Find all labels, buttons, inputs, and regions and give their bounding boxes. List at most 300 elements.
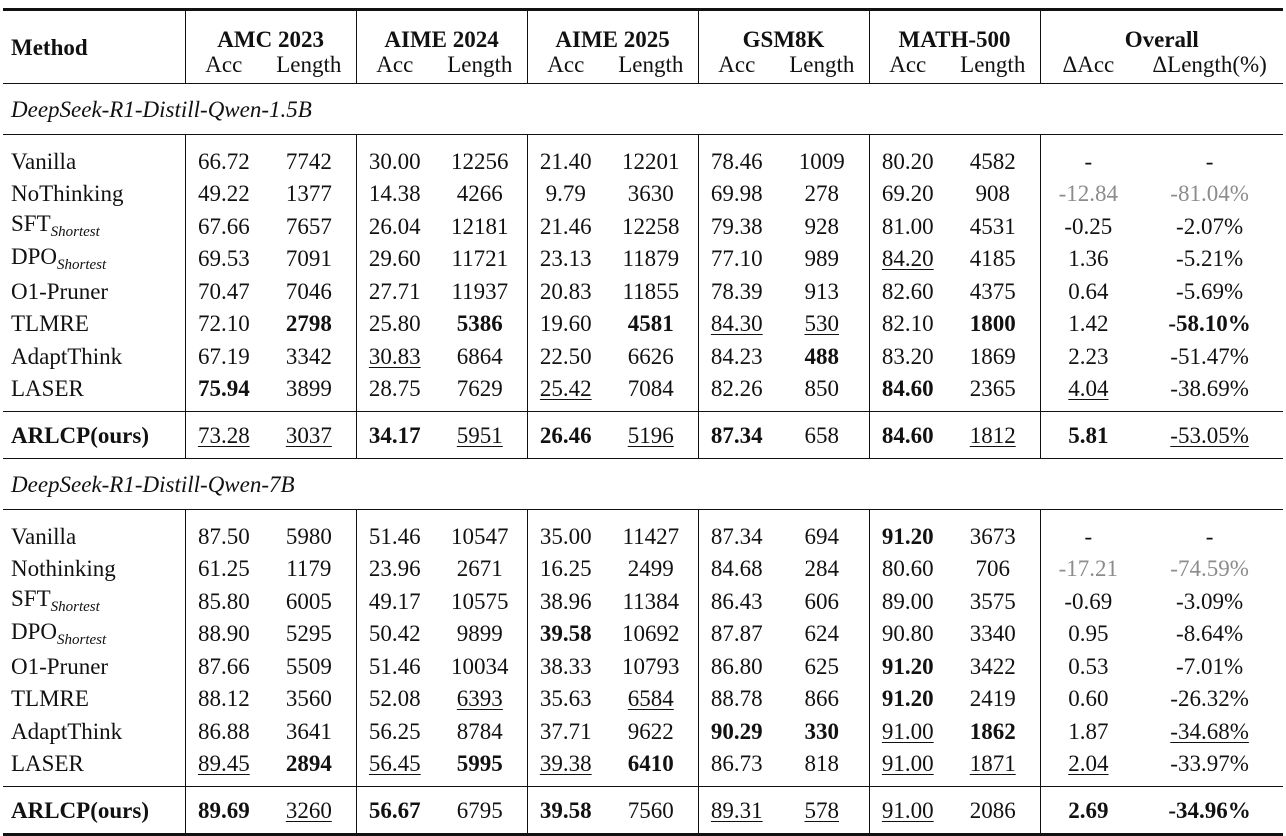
cell-value: 84.60: [881, 376, 934, 402]
cell-value: -2.07%: [1176, 213, 1244, 239]
acc-cell: [185, 308, 262, 341]
acc-cell: [185, 787, 262, 835]
delta-length-cell: [1136, 275, 1283, 308]
group-header-amc2023: AMC 2023: [185, 10, 356, 52]
method-label: DPO: [11, 618, 58, 644]
length-cell: [604, 787, 698, 835]
cell-value: -5.21%: [1176, 246, 1244, 272]
length-cell: [262, 412, 356, 459]
cell-value: 9.79: [545, 181, 586, 207]
cell-value: -12.84: [1058, 181, 1119, 207]
cell-value: 6005: [285, 588, 332, 614]
length-cell: [433, 412, 527, 459]
delta-length-cell: [1136, 340, 1283, 373]
delta-acc-cell: [1040, 650, 1136, 683]
cell-value: -51.47%: [1170, 343, 1249, 369]
method-label: LASER: [11, 376, 84, 402]
cell-value: 29.60: [368, 246, 421, 272]
length-cell: [775, 748, 869, 787]
cell-value: 23.96: [368, 556, 421, 582]
cell-value: 4531: [969, 213, 1016, 239]
cell-value: 278: [804, 181, 840, 207]
cell-value: 5951: [456, 422, 503, 448]
cell-value: 3260: [285, 797, 332, 823]
acc-cell: [185, 683, 262, 716]
length-cell: [604, 585, 698, 618]
cell-value: 51.46: [368, 523, 421, 549]
acc-cell: [698, 585, 775, 618]
cell-value: 37.71: [539, 718, 592, 744]
length-cell: [433, 618, 527, 651]
cell-value: 88.90: [197, 621, 250, 647]
delta-acc-cell: [1040, 787, 1136, 835]
length-cell: [433, 585, 527, 618]
acc-cell: [698, 308, 775, 341]
length-cell: [946, 178, 1040, 211]
length-cell: [262, 373, 356, 412]
delta-length-cell: [1136, 585, 1283, 618]
length-cell: [946, 275, 1040, 308]
acc-cell: [356, 553, 433, 586]
cell-value: 87.66: [197, 653, 250, 679]
cell-value: 2086: [969, 797, 1016, 823]
acc-cell: [698, 748, 775, 787]
cell-value: 706: [975, 556, 1010, 582]
cell-value: 606: [804, 588, 840, 614]
cell-value: 3342: [285, 343, 332, 369]
cell-value: 90.80: [881, 621, 934, 647]
section-header-row: [3, 84, 1283, 135]
cell-value: -0.69: [1064, 588, 1113, 614]
cell-value: 12258: [622, 213, 680, 239]
length-cell: [946, 650, 1040, 683]
header-sub-row: [3, 51, 1283, 84]
delta-length-cell: [1136, 210, 1283, 243]
group-header-aime2024: AIME 2024: [356, 10, 527, 52]
method-label: O1-Pruner: [11, 278, 109, 304]
cell-value: 90.29: [710, 718, 763, 744]
acc-cell: [185, 715, 262, 748]
subheader-acc: Acc: [698, 51, 775, 84]
acc-cell: [356, 585, 433, 618]
length-cell: [262, 210, 356, 243]
method-name: [3, 275, 185, 308]
method-subscript: Shortest: [57, 631, 107, 648]
table-row-ours: [3, 787, 1283, 835]
delta-length-cell: [1136, 135, 1283, 178]
length-cell: [775, 412, 869, 459]
delta-length-cell: [1136, 510, 1283, 553]
cell-value: 86.88: [197, 718, 250, 744]
acc-cell: [698, 787, 775, 835]
cell-value: 91.00: [881, 751, 934, 777]
acc-cell: [185, 135, 262, 178]
method-name: [3, 715, 185, 748]
cell-value: 7742: [285, 148, 332, 174]
length-cell: [433, 787, 527, 835]
delta-acc-cell: [1040, 412, 1136, 459]
delta-acc-cell: [1040, 275, 1136, 308]
cell-value: 818: [804, 751, 840, 777]
cell-value: 5295: [285, 621, 332, 647]
acc-cell: [698, 650, 775, 683]
table-row: [3, 618, 1283, 651]
length-cell: [433, 650, 527, 683]
cell-value: 5509: [285, 653, 332, 679]
delta-acc-cell: [1040, 210, 1136, 243]
acc-cell: [698, 373, 775, 412]
length-cell: [433, 135, 527, 178]
cell-value: 16.25: [539, 556, 592, 582]
method-label: O1-Pruner: [11, 653, 109, 679]
table-row: [3, 510, 1283, 553]
subheader-delta-acc: ΔAcc: [1040, 51, 1136, 84]
cell-value: 50.42: [368, 621, 421, 647]
cell-value: -34.96%: [1168, 797, 1251, 823]
cell-value: 0.95: [1068, 621, 1109, 647]
length-cell: [604, 683, 698, 716]
cell-value: 9622: [627, 718, 674, 744]
cell-value: 3560: [285, 686, 332, 712]
method-name: [3, 373, 185, 412]
length-cell: [946, 510, 1040, 553]
acc-cell: [869, 650, 946, 683]
group-header-gsm8k: GSM8K: [698, 10, 869, 52]
cell-value: 21.40: [539, 148, 592, 174]
table-row: [3, 178, 1283, 211]
length-cell: [262, 340, 356, 373]
cell-value: 908: [975, 181, 1010, 207]
table-row: [3, 243, 1283, 276]
method-name: [3, 412, 185, 459]
acc-cell: [185, 618, 262, 651]
length-cell: [604, 210, 698, 243]
cell-value: 51.46: [368, 653, 421, 679]
cell-value: 88.12: [197, 686, 250, 712]
length-cell: [604, 135, 698, 178]
acc-cell: [356, 412, 433, 459]
acc-cell: [356, 308, 433, 341]
cell-value: 67.66: [197, 213, 250, 239]
cell-value: 91.00: [881, 797, 934, 823]
delta-acc-cell: [1040, 178, 1136, 211]
length-cell: [262, 748, 356, 787]
length-cell: [775, 585, 869, 618]
method-label: DPO: [11, 243, 58, 269]
acc-cell: [698, 210, 775, 243]
method-label: Vanilla: [11, 148, 77, 174]
acc-cell: [527, 715, 604, 748]
cell-value: 28.75: [368, 376, 421, 402]
acc-cell: [869, 683, 946, 716]
cell-value: 69.53: [197, 246, 250, 272]
delta-length-cell: [1136, 748, 1283, 787]
cell-value: 3037: [285, 422, 332, 448]
cell-value: -3.09%: [1176, 588, 1244, 614]
acc-cell: [185, 650, 262, 683]
acc-cell: [356, 787, 433, 835]
cell-value: 34.17: [368, 422, 421, 448]
acc-cell: [527, 373, 604, 412]
cell-value: 70.47: [197, 278, 250, 304]
cell-value: 12256: [451, 148, 509, 174]
method-name: [3, 748, 185, 787]
cell-value: 913: [804, 278, 840, 304]
length-cell: [604, 178, 698, 211]
cell-value: 26.04: [368, 213, 421, 239]
cell-value: 7629: [456, 376, 503, 402]
length-cell: [433, 373, 527, 412]
cell-value: 82.26: [710, 376, 763, 402]
length-cell: [946, 412, 1040, 459]
method-label: Vanilla: [11, 523, 77, 549]
cell-value: -: [1205, 523, 1214, 549]
acc-cell: [356, 618, 433, 651]
cell-value: 0.60: [1068, 686, 1109, 712]
cell-value: 7091: [285, 246, 332, 272]
acc-cell: [356, 715, 433, 748]
acc-cell: [527, 210, 604, 243]
acc-cell: [356, 243, 433, 276]
length-cell: [433, 715, 527, 748]
length-cell: [775, 715, 869, 748]
acc-cell: [698, 683, 775, 716]
acc-cell: [869, 373, 946, 412]
length-cell: [946, 243, 1040, 276]
cell-value: -34.68%: [1170, 718, 1249, 744]
cell-value: -58.10%: [1168, 311, 1251, 337]
cell-value: 11879: [622, 246, 680, 272]
cell-value: 11937: [451, 278, 509, 304]
cell-value: 694: [804, 523, 840, 549]
acc-cell: [185, 275, 262, 308]
length-cell: [604, 553, 698, 586]
acc-cell: [698, 715, 775, 748]
method-name: [3, 683, 185, 716]
acc-cell: [185, 510, 262, 553]
cell-value: 38.33: [539, 653, 592, 679]
cell-value: 3575: [969, 588, 1016, 614]
delta-acc-cell: [1040, 308, 1136, 341]
cell-value: -38.69%: [1170, 376, 1249, 402]
delta-acc-cell: [1040, 373, 1136, 412]
length-cell: [775, 510, 869, 553]
cell-value: 80.60: [881, 556, 934, 582]
cell-value: 11721: [451, 246, 509, 272]
method-label: ARLCP(ours): [11, 797, 149, 823]
method-label: NoThinking: [11, 181, 124, 207]
cell-value: 5386: [456, 311, 503, 337]
acc-cell: [869, 715, 946, 748]
acc-cell: [356, 683, 433, 716]
cell-value: 87.87: [710, 621, 763, 647]
cell-value: 84.30: [710, 311, 763, 337]
length-cell: [946, 715, 1040, 748]
cell-value: 49.17: [368, 588, 421, 614]
cell-value: 56.45: [368, 751, 421, 777]
cell-value: 7560: [627, 797, 674, 823]
method-name: [3, 210, 185, 243]
acc-cell: [185, 412, 262, 459]
acc-cell: [698, 135, 775, 178]
acc-cell: [185, 373, 262, 412]
cell-value: 4185: [969, 246, 1016, 272]
table-row: [3, 683, 1283, 716]
cell-value: 72.10: [197, 311, 250, 337]
method-name: [3, 618, 185, 651]
cell-value: -7.01%: [1176, 653, 1244, 679]
acc-cell: [869, 553, 946, 586]
acc-cell: [185, 178, 262, 211]
delta-acc-cell: [1040, 585, 1136, 618]
cell-value: 91.20: [881, 653, 934, 679]
length-cell: [433, 275, 527, 308]
acc-cell: [698, 553, 775, 586]
cell-value: 5196: [627, 422, 674, 448]
cell-value: 850: [804, 376, 840, 402]
cell-value: 2.69: [1068, 797, 1109, 823]
cell-value: 89.45: [197, 751, 250, 777]
length-cell: [433, 243, 527, 276]
results-table: [3, 8, 1283, 836]
cell-value: 49.22: [197, 181, 250, 207]
cell-value: 3630: [627, 181, 674, 207]
delta-length-cell: [1136, 178, 1283, 211]
cell-value: 6795: [456, 797, 503, 823]
group-header-overall: Overall: [1040, 10, 1283, 52]
cell-value: 1800: [969, 311, 1016, 337]
method-label: AdaptThink: [11, 718, 123, 744]
length-cell: [433, 308, 527, 341]
cell-value: 82.10: [881, 311, 934, 337]
cell-value: 3673: [969, 523, 1016, 549]
subheader-acc: Acc: [527, 51, 604, 84]
cell-value: 35.63: [539, 686, 592, 712]
cell-value: 1377: [285, 181, 332, 207]
method-label: ARLCP(ours): [11, 422, 149, 448]
method-name: [3, 553, 185, 586]
acc-cell: [527, 308, 604, 341]
cell-value: 91.20: [881, 523, 934, 549]
cell-value: 2365: [969, 376, 1016, 402]
delta-acc-cell: [1040, 243, 1136, 276]
cell-value: 4.04: [1068, 376, 1109, 402]
cell-value: 23.13: [539, 246, 592, 272]
cell-value: 989: [804, 246, 840, 272]
method-label: SFT: [11, 211, 51, 237]
method-name: [3, 650, 185, 683]
length-cell: [262, 553, 356, 586]
acc-cell: [527, 585, 604, 618]
cell-value: 91.00: [881, 718, 934, 744]
acc-cell: [869, 275, 946, 308]
length-cell: [946, 373, 1040, 412]
cell-value: 1.36: [1068, 246, 1109, 272]
cell-value: 6626: [627, 343, 674, 369]
delta-acc-cell: [1040, 715, 1136, 748]
acc-cell: [527, 275, 604, 308]
cell-value: 39.58: [539, 621, 592, 647]
cell-value: 84.20: [881, 246, 934, 272]
length-cell: [604, 650, 698, 683]
cell-value: 69.98: [710, 181, 763, 207]
length-cell: [433, 553, 527, 586]
cell-value: 10034: [451, 653, 509, 679]
acc-cell: [356, 650, 433, 683]
acc-cell: [698, 340, 775, 373]
delta-length-cell: [1136, 553, 1283, 586]
cell-value: 78.39: [710, 278, 763, 304]
length-cell: [946, 135, 1040, 178]
table-row: [3, 135, 1283, 178]
table-row-ours: [3, 412, 1283, 459]
cell-value: 4266: [456, 181, 503, 207]
section-title: DeepSeek-R1-Distill-Qwen-1.5B: [3, 84, 1283, 135]
cell-value: 27.71: [368, 278, 421, 304]
length-cell: [262, 510, 356, 553]
cell-value: 38.96: [539, 588, 592, 614]
group-header-math500: MATH-500: [869, 10, 1040, 52]
length-cell: [433, 510, 527, 553]
length-cell: [775, 308, 869, 341]
cell-value: 1.87: [1068, 718, 1109, 744]
length-cell: [262, 650, 356, 683]
cell-value: 69.20: [881, 181, 934, 207]
acc-cell: [356, 373, 433, 412]
cell-value: 12181: [451, 213, 509, 239]
acc-cell: [527, 650, 604, 683]
acc-cell: [527, 412, 604, 459]
cell-value: 2798: [285, 311, 332, 337]
cell-value: 39.58: [539, 797, 592, 823]
cell-value: 30.83: [368, 343, 421, 369]
length-cell: [946, 787, 1040, 835]
delta-length-cell: [1136, 787, 1283, 835]
length-cell: [775, 135, 869, 178]
cell-value: 91.20: [881, 686, 934, 712]
cell-value: 0.53: [1068, 653, 1109, 679]
length-cell: [433, 210, 527, 243]
cell-value: 89.69: [197, 797, 250, 823]
acc-cell: [185, 748, 262, 787]
delta-acc-cell: [1040, 553, 1136, 586]
cell-value: 30.00: [368, 148, 421, 174]
cell-value: 56.67: [368, 797, 421, 823]
delta-length-cell: [1136, 618, 1283, 651]
subheader-length: Length: [789, 52, 855, 77]
method-subscript: Shortest: [50, 224, 100, 241]
cell-value: 84.68: [710, 556, 763, 582]
cell-value: 22.50: [539, 343, 592, 369]
acc-cell: [698, 412, 775, 459]
cell-value: 11855: [622, 278, 680, 304]
length-cell: [604, 275, 698, 308]
length-cell: [775, 340, 869, 373]
length-cell: [946, 210, 1040, 243]
length-cell: [262, 178, 356, 211]
method-name: [3, 178, 185, 211]
cell-value: 10692: [622, 621, 680, 647]
cell-value: 80.20: [881, 148, 934, 174]
group-header-aime2025: AIME 2025: [527, 10, 698, 52]
length-cell: [946, 683, 1040, 716]
method-name: [3, 787, 185, 835]
length-cell: [262, 715, 356, 748]
length-cell: [775, 275, 869, 308]
cell-value: 2.23: [1068, 343, 1109, 369]
acc-cell: [356, 275, 433, 308]
cell-value: 25.42: [539, 376, 592, 402]
